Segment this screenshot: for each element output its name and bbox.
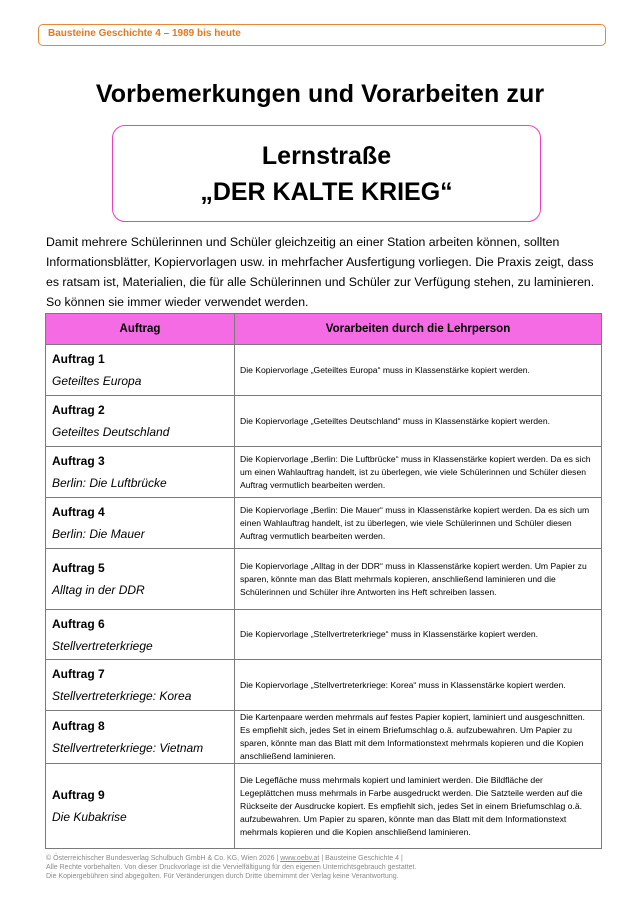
- task-title: Auftrag 9: [52, 788, 105, 802]
- prep-text: Die Kopiervorlage „Geteiltes Deutschland“ muss in Klassenstärke kopiert werden.: [240, 415, 550, 426]
- prep-cell: [235, 610, 602, 660]
- header-bar: [38, 24, 606, 46]
- prep-cell: [235, 345, 602, 396]
- table-row: [46, 396, 602, 447]
- task-subtitle: Stellvertreterkriege: [52, 638, 153, 653]
- task-cell: [46, 396, 235, 447]
- prep-cell: [235, 396, 602, 447]
- footer: [46, 854, 606, 881]
- task-subtitle: Alltag in der DDR: [52, 583, 145, 597]
- task-cell: [46, 498, 235, 549]
- task-cell: [46, 660, 235, 711]
- publisher-link[interactable]: www.oebv.at: [280, 855, 320, 862]
- task-cell: [46, 610, 235, 660]
- prep-text: Die Kopiervorlage „Berlin: Die Luftbrücke“ muss in Klassenstärke kopiert werden. Da es sich um einen Wahlauftrag handelt, ist zu überlegen, wie viele Schülerinnen und Schüler diesen Auftrag vermutlich bearbeiten werden.: [240, 453, 591, 490]
- page-title: Vorbemerkungen und Vorarbeiten zur: [95, 80, 545, 108]
- task-subtitle: Berlin: Die Luftbrücke: [52, 476, 167, 490]
- task-title: Auftrag 5: [52, 561, 105, 575]
- prep-cell: [235, 549, 602, 610]
- task-cell: [46, 711, 235, 764]
- footer-line-2: Alle Rechte vorbehalten. Von dieser Druckvorlage ist die Vervielfältigung für den eigenen Unterrichtsgebrauch gestattet.: [46, 864, 417, 871]
- task-title: Auftrag 8: [52, 719, 105, 733]
- table-row: [46, 345, 602, 396]
- prep-cell: [235, 660, 602, 711]
- task-subtitle: Geteiltes Deutschland: [52, 425, 170, 439]
- table-row: [46, 711, 602, 764]
- intro-paragraph: Damit mehrere Schülerinnen und Schüler gleichzeitig an einer Station arbeiten können, sollten Informationsblätter, Kopiervorlagen usw. in mehrfacher Ausfertigung vorliegen. Die Praxis zeigt, dass es ratsam ist, Materialien, die für alle Schülerinnen und Schüler zur Verfügung stehen, zu laminieren. So können sie immer wieder verwendet werden.: [46, 235, 595, 309]
- task-cell: [46, 345, 235, 396]
- prep-cell: [235, 498, 602, 549]
- task-subtitle: Stellvertreterkriege: Vietnam: [52, 741, 204, 755]
- table-row: [46, 498, 602, 549]
- table-row: [46, 549, 602, 610]
- prep-text: Die Legefläche muss mehrmals kopiert und laminiert werden. Die Bildfläche der Legeplättchen muss mehrmals in Farbe ausgedruckt werden. Die Satzteile werden auf die Rückseite der Ausdrucke kopiert. Es empfiehlt sich, jedes Set in einem Briefumschlag o.ä. aufzubewahren. Um Papier zu sparen, könnte man das Blatt mit dem Informationstext mehrmals kopieren und die Kopien anschließend laminieren.: [240, 774, 583, 837]
- table-row: [46, 660, 602, 711]
- task-table: [45, 313, 602, 849]
- table-row: [46, 764, 602, 849]
- table-header-row: [46, 314, 602, 345]
- task-title: Auftrag 3: [52, 454, 105, 468]
- header-label: Bausteine Geschichte 4 – 1989 bis heute: [48, 28, 241, 39]
- prep-cell: [235, 711, 602, 764]
- prep-text: Die Kopiervorlage „Geteiltes Europa“ muss in Klassenstärke kopiert werden.: [240, 364, 530, 375]
- prep-cell: [235, 447, 602, 498]
- table-row: [46, 610, 602, 660]
- table-row: [46, 447, 602, 498]
- footer-line-3: Die Kopiergebühren sind abgegolten. Für Veränderungen durch Dritte übernimmt der Verlag keine Verantwortung.: [46, 873, 399, 880]
- task-cell: [46, 447, 235, 498]
- prep-text: Die Kartenpaare werden mehrmals auf festes Papier kopiert, laminiert und ausgeschnitten. Es empfiehlt sich, jedes Set in einem Briefumschlag o.ä. aufzubewahren. Um Papier zu sparen, könnte man das Blatt mit dem Informationstext mehrmals kopieren und die Kopien anschließend laminieren.: [240, 712, 585, 761]
- task-title: Auftrag 4: [52, 505, 105, 519]
- task-subtitle: Die Kubakrise: [52, 810, 127, 824]
- task-cell: [46, 764, 235, 849]
- prep-text: Die Kopiervorlage „Stellvertreterkriege: Korea“ muss in Klassenstärke kopiert werden.: [240, 679, 566, 690]
- title-line-2: „DER KALTE KRIEG“: [200, 178, 453, 206]
- task-title: Auftrag 6: [52, 616, 105, 631]
- title-line-1: Lernstraße: [261, 142, 392, 170]
- prep-cell: [235, 764, 602, 849]
- task-subtitle: Stellvertreterkriege: Korea: [52, 689, 192, 703]
- column-header-prep: Vorarbeiten durch die Lehrperson: [235, 314, 602, 345]
- footer-series: | Bausteine Geschichte 4 |: [319, 855, 403, 862]
- prep-text: Die Kopiervorlage „Alltag in der DDR“ muss in Klassenstärke kopiert werden. Um Papier zu sparen, könnte man das Blatt mehrmals kopieren, anschließend laminieren und die Schülerinnen und Schüler ihre Antworten ins Heft schreiben lassen.: [240, 560, 587, 597]
- title-box: [112, 125, 541, 222]
- task-title: Auftrag 2: [52, 403, 105, 417]
- footer-copyright: © Österreichischer Bundesverlag Schulbuch GmbH & Co. KG, Wien 2026 |: [46, 855, 281, 862]
- footer-line-1: [46, 854, 606, 863]
- task-title: Auftrag 7: [52, 667, 105, 681]
- prep-text: Die Kopiervorlage „Berlin: Die Mauer“ muss in Klassenstärke kopiert werden. Da es sich um einen Wahlauftrag handelt, ist zu überlegen, wie viele Schülerinnen und Schüler diesen Auftrag vermutlich bearbeiten werden.: [240, 504, 590, 541]
- task-title: Auftrag 1: [52, 352, 105, 366]
- task-subtitle: Geteiltes Europa: [52, 374, 142, 388]
- prep-text: Die Kopiervorlage „Stellvertreterkriege“ muss in Klassenstärke kopiert werden.: [240, 629, 539, 639]
- column-header-task: Auftrag: [46, 314, 235, 345]
- task-cell: [46, 549, 235, 610]
- task-subtitle: Berlin: Die Mauer: [52, 527, 145, 541]
